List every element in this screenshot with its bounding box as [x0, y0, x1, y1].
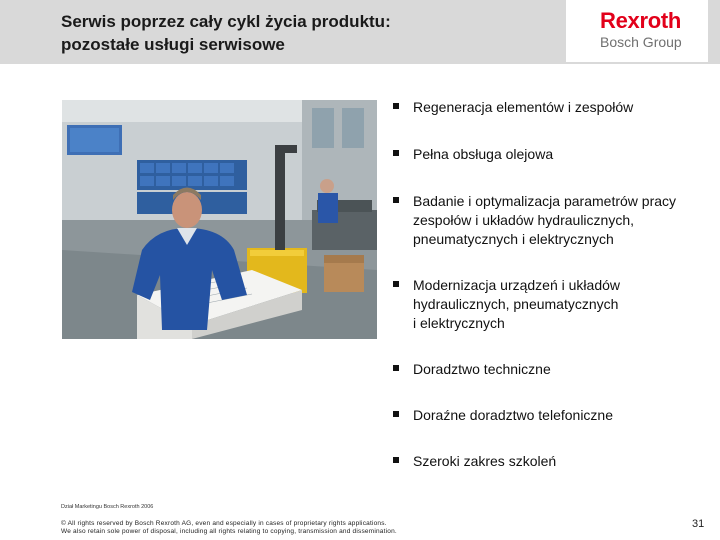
list-item-text: Regeneracja elementów i zespołów: [413, 99, 634, 115]
page-title: [61, 10, 391, 56]
list-item-text: Doradztwo techniczne: [413, 361, 551, 377]
list-item: [393, 406, 720, 425]
bullet-square-icon: [393, 281, 399, 287]
copyright-line-1: © All rights reserved by Bosch Rexroth AG, even and especially in cases of proprietary rights applications.: [61, 520, 387, 527]
footer-copyright: [61, 520, 397, 535]
list-item: [393, 360, 720, 379]
bullet-square-icon: [393, 150, 399, 156]
bullet-square-icon: [393, 457, 399, 463]
bullet-square-icon: [393, 197, 399, 203]
header-bar: [0, 0, 720, 64]
rexroth-logo: [566, 0, 708, 62]
page-title-line-1: Serwis poprzez cały cykl życia produktu:: [61, 12, 391, 31]
list-item-text: Modernizacja urządzeń i układów hydraulicznych, pneumatycznych i elektrycznych: [413, 277, 620, 331]
list-item: [393, 98, 720, 117]
list-item-text: Szeroki zakres szkoleń: [413, 453, 557, 469]
list-item: [393, 145, 720, 164]
workshop-photo: [62, 100, 377, 339]
bullet-square-icon: [393, 103, 399, 109]
list-item-text: Doraźne doradztwo telefoniczne: [413, 407, 614, 423]
list-item-text: Badanie i optymalizacja parametrów pracy zespołów i układów hydraulicznych, pneumatycznych i elektrycznych: [413, 193, 677, 247]
list-item: [393, 452, 720, 471]
list-item: [393, 276, 720, 333]
page-number: 31: [692, 518, 705, 530]
logo-brand-name: Rexroth: [600, 8, 682, 33]
bullet-square-icon: [393, 365, 399, 371]
list-item-text: Pełna obsługa olejowa: [413, 146, 554, 162]
bullet-square-icon: [393, 411, 399, 417]
page-title-line-2: pozostałe usługi serwisowe: [61, 35, 285, 54]
logo-group-name: Bosch Group: [600, 34, 682, 50]
copyright-line-2: We also retain sole power of disposal, including all rights relating to copying, transmission and dissemination.: [61, 527, 397, 535]
list-item: [393, 192, 720, 249]
footer-department: Dział Marketingu Bosch Rexroth 2006: [61, 504, 154, 510]
